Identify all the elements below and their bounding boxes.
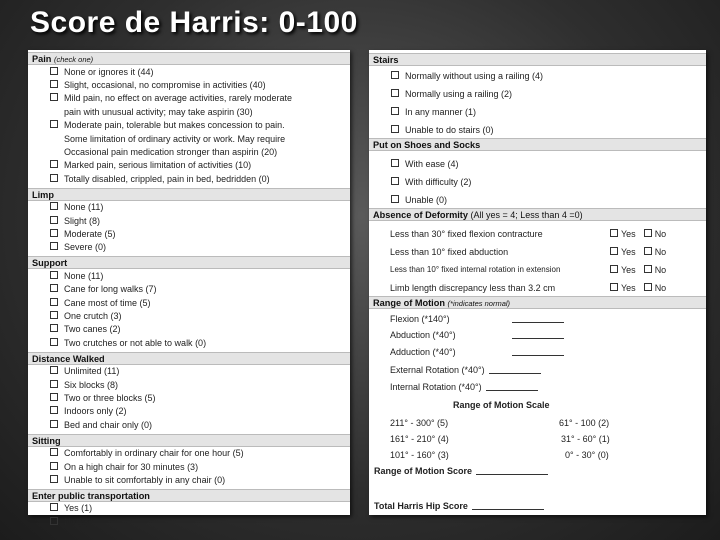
option-label: Indoors only (2) [64,406,127,417]
option-checkbox-row[interactable] [50,160,251,170]
option-checkbox-row[interactable] [50,242,106,252]
deformity-header: Absence of Deformity (All yes = 4; Less than 4 =0) [369,208,706,221]
option-label: Occasional pain medication stronger than aspirin (20) [64,146,278,157]
shoes-option-row[interactable] [391,195,447,205]
checkbox[interactable] [50,393,58,401]
option-text-continued [64,134,285,144]
option-label: Normally without using a railing (4) [405,71,544,81]
checkbox[interactable] [50,475,58,483]
option-checkbox-row[interactable] [50,80,266,90]
checkbox[interactable] [50,324,58,332]
section-header-2 [28,256,350,269]
rom-score-field[interactable]: Range of Motion Score [374,466,548,476]
option-checkbox-row[interactable] [50,366,119,376]
rom-scale-item: 61° - 100 (2) [559,418,610,428]
range-of-motion-header: Range of Motion (*indicates normal) [369,296,706,309]
no-checkbox[interactable] [644,229,652,237]
rom-measure-label: Abduction (*40°) [390,330,456,340]
rom-measure-field[interactable] [390,314,564,324]
stairs-header: Stairs [369,53,706,66]
rom-blank[interactable] [486,382,538,391]
section-title: Limp [32,189,54,200]
checkbox[interactable] [391,177,399,185]
option-label: pain with unusual activity; may take aspirin (30) [64,106,253,117]
right-form-panel [369,50,706,515]
shoes-option-row[interactable] [391,177,471,187]
option-label: With difficulty (2) [405,177,472,187]
yes-no-choice[interactable] [610,247,666,257]
checkbox[interactable] [50,517,58,525]
total-harris-score-field[interactable]: Total Harris Hip Score [374,501,544,511]
checkbox[interactable] [50,202,58,210]
stairs-option-row[interactable] [391,125,494,135]
yes-no-choice[interactable] [610,265,666,275]
checkbox[interactable] [391,195,399,203]
checkbox[interactable] [50,271,58,279]
option-label: Comfortably in ordinary chair for one hour (5) [64,448,244,459]
option-label: Mild pain, no effect on average activities, rarely moderate [64,93,292,104]
option-checkbox-row[interactable] [50,93,292,103]
checkbox[interactable] [391,89,399,97]
stairs-option-row[interactable] [391,107,476,117]
section-note: (check one) [53,55,94,64]
rom-measure-field[interactable] [390,365,541,375]
checkbox[interactable] [50,160,58,168]
rom-blank[interactable] [489,365,541,374]
deformity-criterion: Less than 10° fixed abduction [390,247,509,257]
checkbox[interactable] [50,242,58,250]
option-label: Moderate (5) [64,228,116,239]
option-checkbox-row[interactable] [50,462,198,472]
rom-measure-field[interactable] [390,382,538,392]
section-header-1 [28,188,350,201]
option-checkbox-row[interactable] [50,271,103,281]
yes-checkbox[interactable] [610,265,618,273]
option-label: Cane for long walks (7) [64,284,157,295]
option-label: Yes (1) [64,503,93,514]
deformity-criterion: Less than 30° fixed flexion contracture [390,229,543,239]
option-checkbox-row[interactable] [50,67,154,77]
no-checkbox[interactable] [644,265,652,273]
checkbox[interactable] [50,503,58,511]
stairs-option-row[interactable] [391,71,543,81]
yes-label: Yes [621,229,636,239]
shoes-header: Put on Shoes and Socks [369,138,706,151]
rom-blank[interactable] [512,347,564,356]
checkbox[interactable] [50,216,58,224]
checkbox[interactable] [50,93,58,101]
option-label: Moderate pain, tolerable but makes concession to pain. [64,120,285,131]
option-checkbox-row[interactable] [50,324,121,334]
option-checkbox-row[interactable] [50,380,118,390]
checkbox[interactable] [50,462,58,470]
option-checkbox-row[interactable] [50,120,285,130]
option-label: Severe (0) [64,242,107,253]
option-label: Two crutches or not able to walk (0) [64,337,207,348]
no-label: No [654,283,667,293]
checkbox[interactable] [50,67,58,75]
left-form-panel [28,50,350,527]
checkbox[interactable] [50,298,58,306]
yes-no-choice[interactable] [610,229,666,239]
checkbox[interactable] [50,338,58,346]
checkbox[interactable] [50,420,58,428]
option-label: Two canes (2) [64,324,121,335]
option-checkbox-row[interactable] [50,284,157,294]
option-label: Bed and chair only (0) [64,419,153,430]
option-label: Totally disabled, crippled, pain in bed, bedridden (0) [64,173,270,184]
option-label: Cane most of time (5) [64,297,151,308]
option-label: With ease (4) [405,159,459,169]
rom-measure-label: External Rotation (*40°) [390,365,485,375]
checkbox[interactable] [50,448,58,456]
no-label: No [654,229,667,239]
yes-label: Yes [621,283,636,293]
option-checkbox-row[interactable] [50,174,270,184]
rom-scale-item: 161° - 210° (4) [390,434,449,444]
no-checkbox[interactable] [644,283,652,291]
yes-checkbox[interactable] [610,283,618,291]
checkbox[interactable] [50,229,58,237]
option-label: Unable (0) [405,195,448,205]
section-header-4 [28,434,350,447]
yes-checkbox[interactable] [610,229,618,237]
slide-title: Score de Harris: 0-100 [30,6,358,39]
option-text-continued [64,147,277,157]
option-checkbox-row[interactable] [50,517,89,527]
checkbox[interactable] [50,80,58,88]
option-label: Two or three blocks (5) [64,392,156,403]
rom-scale-item: 101° - 160° (3) [390,450,449,460]
option-label: Unable to sit comfortably in any chair (0) [64,474,226,485]
option-text-continued [64,107,253,117]
option-checkbox-row[interactable] [50,338,206,348]
checkbox[interactable] [391,107,399,115]
option-checkbox-row[interactable] [50,216,100,226]
section-title: Pain [32,54,52,64]
option-label: One crutch (3) [64,310,122,321]
option-label: None or ignores it (44) [64,66,154,77]
section-title: Distance Walked [32,353,105,364]
rom-measure-label: Internal Rotation (*40°) [390,382,482,392]
option-label: Slight, occasional, no compromise in activities (40) [64,79,266,90]
option-label: In any manner (1) [405,107,477,117]
option-checkbox-row[interactable] [50,202,103,212]
option-label: Unable to do stairs (0) [405,125,494,135]
section-title: Enter public transportation [32,490,150,501]
deformity-criterion: Less than 10° fixed internal rotation in extension [390,265,561,274]
option-label: None (11) [64,270,104,281]
option-checkbox-row[interactable] [50,311,122,321]
option-label: None (11) [64,202,104,213]
yes-label: Yes [621,247,636,257]
option-label: Slight (8) [64,215,101,226]
rom-measure-field[interactable] [390,330,564,340]
option-checkbox-row[interactable] [50,229,116,239]
option-label: No (0) [64,516,90,527]
rom-measure-label: Flexion (*140°) [390,314,450,324]
checkbox[interactable] [50,380,58,388]
stairs-option-row[interactable] [391,89,512,99]
option-checkbox-row[interactable] [50,503,92,513]
rom-blank[interactable] [512,314,564,323]
rom-blank[interactable] [512,330,564,339]
section-header-5 [28,489,350,502]
checkbox[interactable] [391,125,399,133]
option-label: Unlimited (11) [64,366,120,377]
option-label: Normally using a railing (2) [405,89,513,99]
section-title: Sitting [32,435,61,446]
checkbox[interactable] [391,159,399,167]
option-label: Marked pain, serious limitation of activities (10) [64,160,252,171]
checkbox[interactable] [50,366,58,374]
option-label: On a high chair for 30 minutes (3) [64,461,199,472]
yes-checkbox[interactable] [610,247,618,255]
checkbox[interactable] [50,406,58,414]
section-header-3 [28,352,350,365]
yes-no-choice[interactable] [610,283,666,293]
checkbox[interactable] [50,120,58,128]
shoes-option-row[interactable] [391,159,459,169]
no-checkbox[interactable] [644,247,652,255]
checkbox[interactable] [50,174,58,182]
checkbox[interactable] [50,284,58,292]
option-checkbox-row[interactable] [50,448,244,458]
rom-measure-field[interactable] [390,347,564,357]
rom-scale-title: Range of Motion Scale [453,400,550,410]
rom-scale-item: 31° - 60° (1) [561,434,610,444]
deformity-criterion: Limb length discrepancy less than 3.2 cm [390,283,556,293]
checkbox[interactable] [50,311,58,319]
section-header-0 [28,52,350,65]
yes-label: Yes [621,265,636,275]
option-checkbox-row[interactable] [50,420,152,430]
section-title: Support [32,258,68,269]
rom-measure-label: Adduction (*40°) [390,347,456,357]
no-label: No [654,265,667,275]
option-checkbox-row[interactable] [50,393,156,403]
option-label: Six blocks (8) [64,379,119,390]
option-checkbox-row[interactable] [50,406,127,416]
option-label: Some limitation of ordinary activity or work. May require [64,133,286,144]
rom-scale-item: 0° - 30° (0) [565,450,609,460]
rom-scale-item: 211° - 300° (5) [390,418,449,428]
checkbox[interactable] [391,71,399,79]
option-checkbox-row[interactable] [50,298,151,308]
no-label: No [654,247,667,257]
option-checkbox-row[interactable] [50,475,225,485]
